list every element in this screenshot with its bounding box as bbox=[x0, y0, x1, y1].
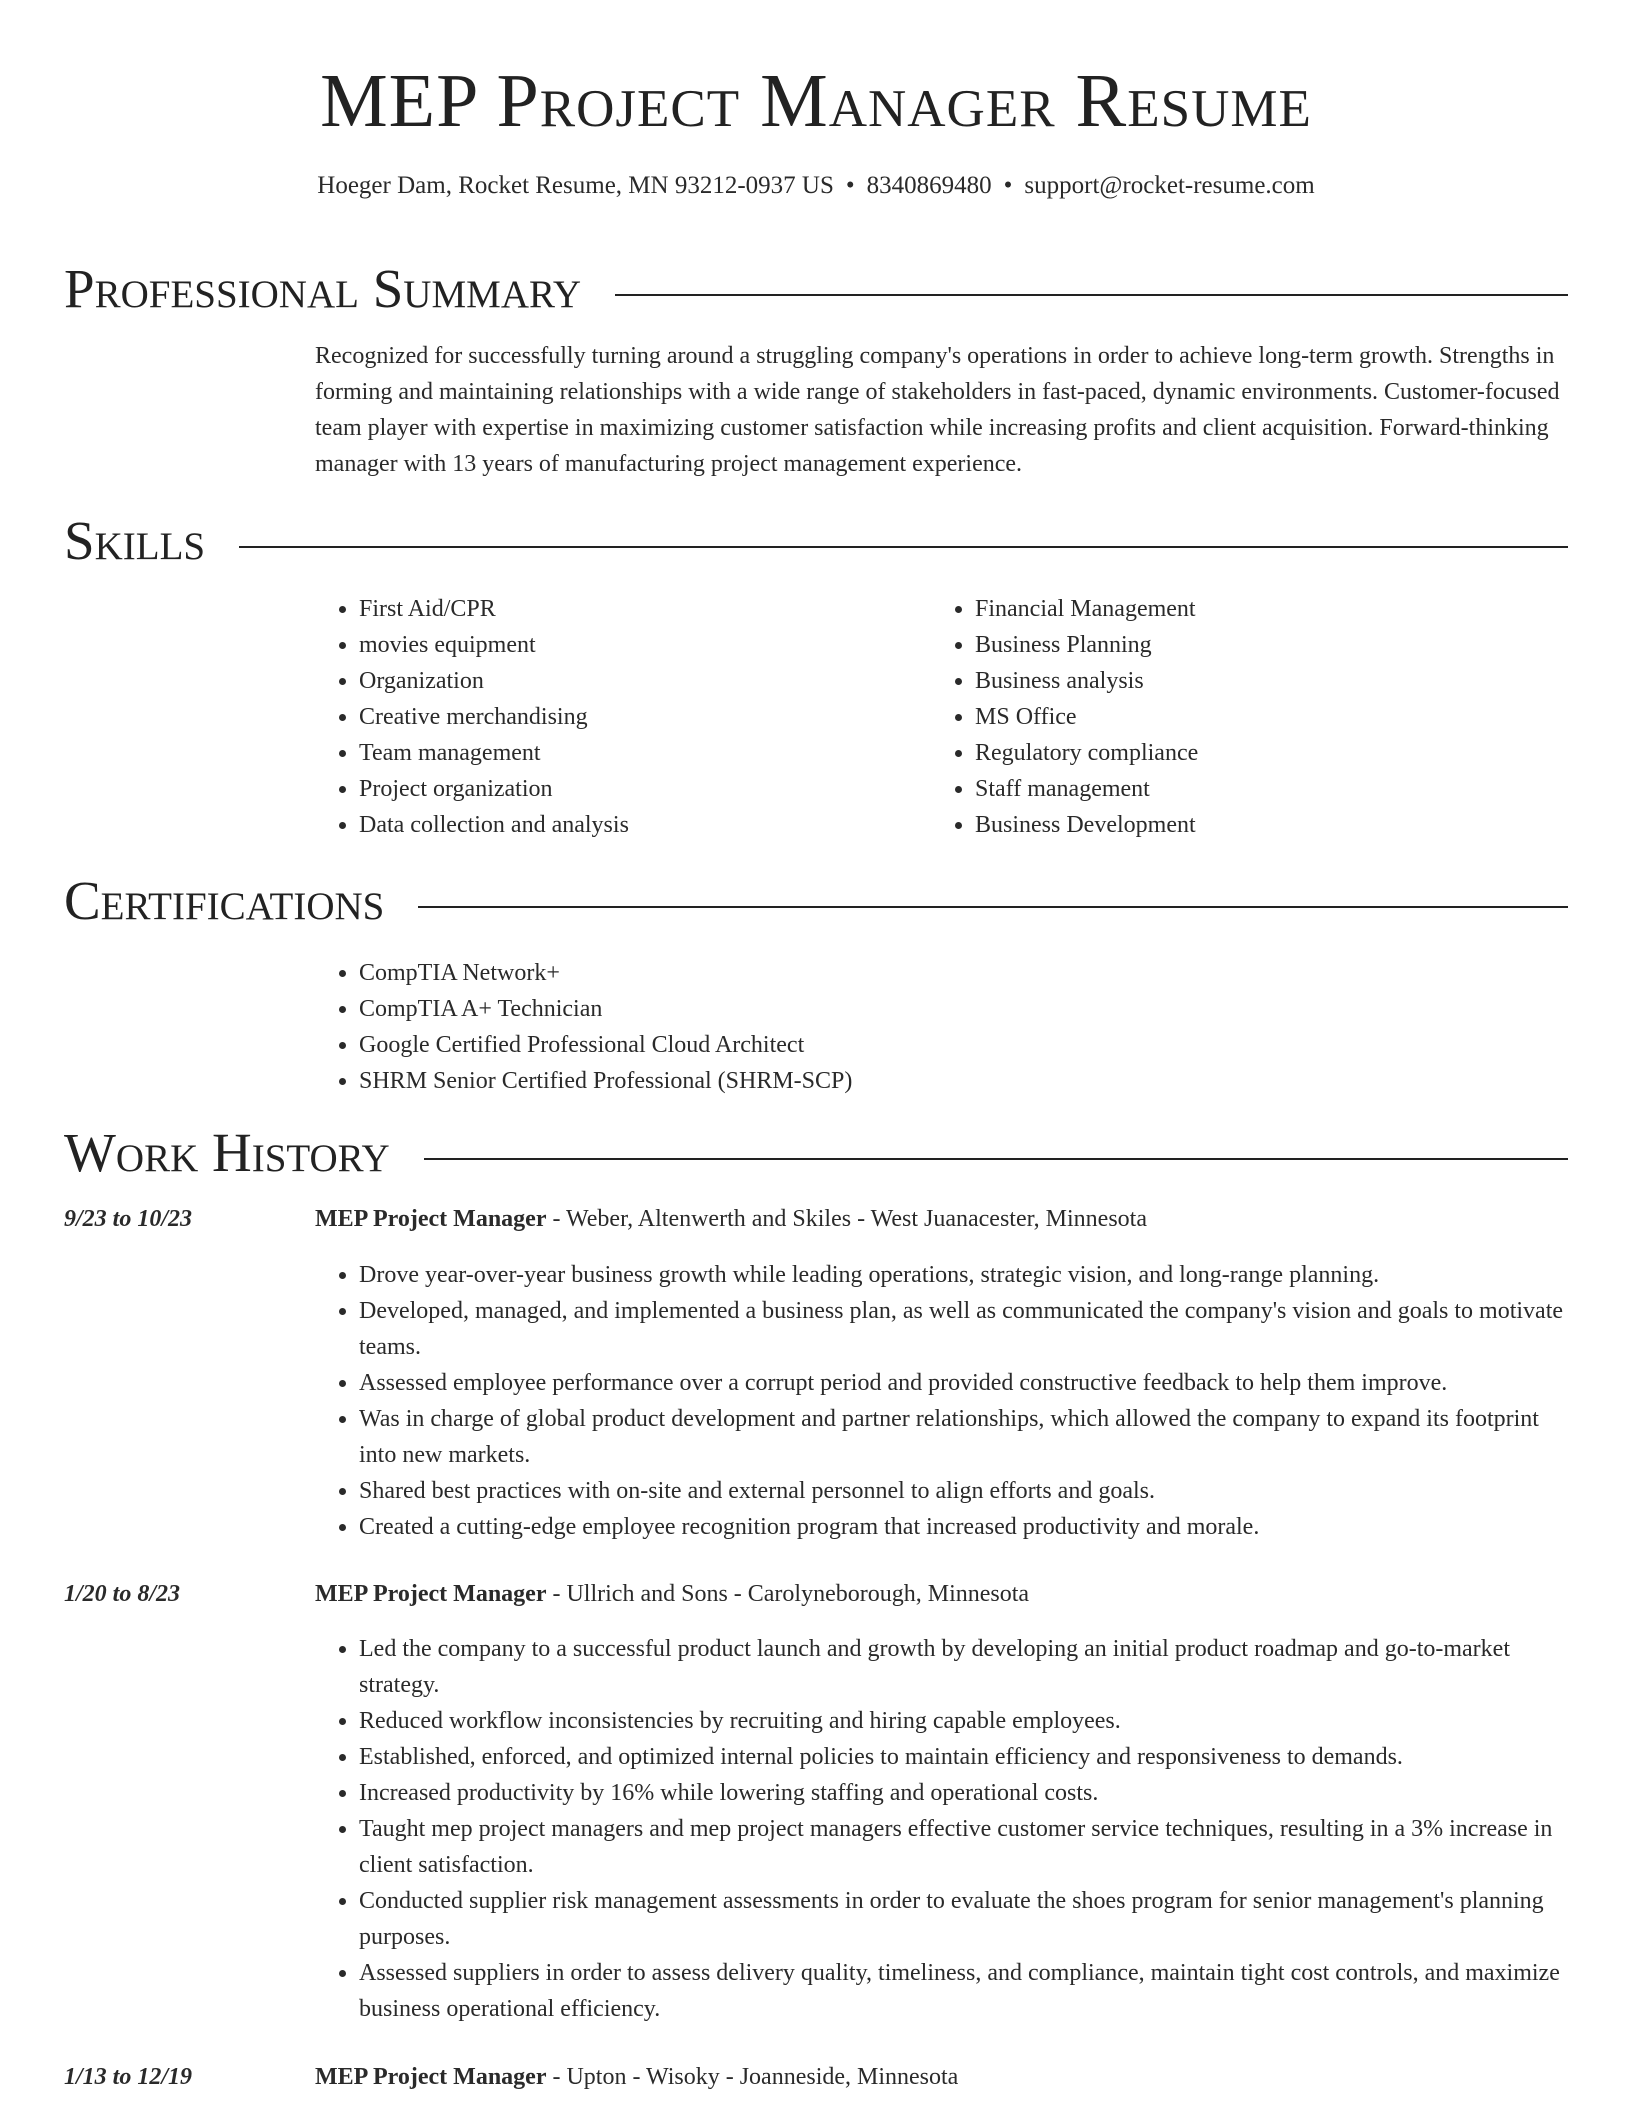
job-duty-item: • Created a cutting-edge employee recognition program that increased productivity and morale. bbox=[359, 1509, 1569, 1545]
contact-address: Hoeger Dam, Rocket Resume, MN 93212-0937 US bbox=[317, 172, 834, 199]
section-header-work-history bbox=[64, 1110, 1568, 1183]
skills-column-right bbox=[931, 591, 1531, 843]
job-role: MEP Project Manager bbox=[315, 1581, 547, 1607]
skill-item: • MS Office bbox=[975, 699, 1531, 735]
job-employer: - Ullrich and Sons - Carolyneborough, Minnesota bbox=[546, 1581, 1030, 1607]
resume-title: MEP Project Manager Resume bbox=[320, 59, 1312, 143]
job-dates: 9/23 to 10/23 bbox=[64, 1206, 193, 1232]
section-header-skills bbox=[64, 498, 1568, 571]
job-duty-item: • Assessed employee performance over a corrupt period and provided constructive feedback to help them improve. bbox=[359, 1365, 1569, 1401]
section-header-summary bbox=[64, 246, 1568, 319]
section-title-summary: Professional Summary bbox=[64, 261, 615, 316]
section-title-work-history: Work History bbox=[64, 1125, 424, 1180]
skill-item: • Financial Management bbox=[975, 591, 1531, 627]
skill-item: • Business Development bbox=[975, 807, 1531, 843]
skill-item: • Creative merchandising bbox=[359, 699, 915, 735]
job-duty-item: • Conducted supplier risk management assessments in order to evaluate the shoes program for senior management's planning purposes. bbox=[359, 1883, 1569, 1955]
skill-item: • Data collection and analysis bbox=[359, 807, 915, 843]
contact-separator: • bbox=[1003, 172, 1013, 199]
job-duty-item: • Led the company to a successful product launch and growth by developing an initial product roadmap and go-to-market strategy. bbox=[359, 1631, 1569, 1703]
job-heading bbox=[315, 2059, 958, 2095]
job-duty-item: • Assessed suppliers in order to assess delivery quality, timeliness, and compliance, maintain tight cost controls, and maximize business operational efficiency. bbox=[359, 1955, 1569, 2027]
skill-item: • Regulatory compliance bbox=[975, 735, 1531, 771]
job-duties bbox=[315, 1631, 1569, 2027]
job-duty-item: • Developed, managed, and implemented a business plan, as well as communicated the company's vision and goals to motivate teams. bbox=[359, 1293, 1569, 1365]
job-duty-item: • Was in charge of global product development and partner relationships, which allowed the company to expand its footprint into new markets. bbox=[359, 1401, 1569, 1473]
job-role: MEP Project Manager bbox=[315, 2064, 547, 2090]
section-title-certifications: Certifications bbox=[64, 873, 418, 928]
job-duty-item: • Reduced workflow inconsistencies by recruiting and hiring capable employees. bbox=[359, 1703, 1569, 1739]
job-duty-item: • Shared best practices with on-site and external personnel to align efforts and goals. bbox=[359, 1473, 1569, 1509]
skill-item: • Organization bbox=[359, 663, 915, 699]
job-duty-item: • Increased productivity by 16% while lowering staffing and operational costs. bbox=[359, 1775, 1569, 1811]
certification-item: • CompTIA Network+ bbox=[359, 955, 1515, 991]
job-employer: - Weber, Altenwerth and Skiles - West Juanacester, Minnesota bbox=[546, 1206, 1147, 1232]
job-dates: 1/20 to 8/23 bbox=[64, 1581, 181, 1607]
contact-email[interactable]: support@rocket-resume.com bbox=[1024, 172, 1315, 199]
job-duty-item: • Drove year-over-year business growth while leading operations, strategic vision, and long-range planning. bbox=[359, 1257, 1569, 1293]
skill-item: • movies equipment bbox=[359, 627, 915, 663]
certifications-list bbox=[315, 955, 1515, 1099]
section-header-certifications bbox=[64, 858, 1568, 931]
contact-separator: • bbox=[845, 172, 855, 199]
certification-item: • SHRM Senior Certified Professional (SHRM-SCP) bbox=[359, 1063, 1515, 1099]
job-duties bbox=[315, 1257, 1569, 1545]
contact-line bbox=[0, 172, 1632, 200]
skill-item: • Project organization bbox=[359, 771, 915, 807]
section-divider bbox=[64, 546, 1568, 548]
job-dates: 1/13 to 12/19 bbox=[64, 2064, 193, 2090]
skill-item: • Staff management bbox=[975, 771, 1531, 807]
skills-column-left bbox=[315, 591, 915, 843]
job-duty-item: • Established, enforced, and optimized internal policies to maintain efficiency and responsiveness to demands. bbox=[359, 1739, 1569, 1775]
section-title-skills: Skills bbox=[64, 513, 239, 568]
job-heading bbox=[315, 1576, 1029, 1612]
skill-item: • Business analysis bbox=[975, 663, 1531, 699]
job-duty-item: • Taught mep project managers and mep project managers effective customer service techniques, resulting in a 3% increase in client satisfaction. bbox=[359, 1811, 1569, 1883]
summary-text: Recognized for successfully turning around a struggling company's operations in order to achieve long-term growth. Strengths in forming and maintaining relationships with a wide range of stakeholders in fast-paced, dynamic environments. Customer-focused team player with expertise in maximizing customer satisfaction while increasing profits and client acquisition. Forward-thinking manager with 13 years of manufacturing project management experience. bbox=[315, 343, 1560, 477]
skill-item: • First Aid/CPR bbox=[359, 591, 915, 627]
contact-phone: 8340869480 bbox=[866, 172, 992, 199]
job-heading bbox=[315, 1201, 1147, 1237]
job-role: MEP Project Manager bbox=[315, 1206, 547, 1232]
skill-item: • Team management bbox=[359, 735, 915, 771]
skill-item: • Business Planning bbox=[975, 627, 1531, 663]
job-employer: - Upton - Wisoky - Joanneside, Minnesota bbox=[546, 2064, 959, 2090]
certification-item: • CompTIA A+ Technician bbox=[359, 991, 1515, 1027]
certification-item: • Google Certified Professional Cloud Architect bbox=[359, 1027, 1515, 1063]
